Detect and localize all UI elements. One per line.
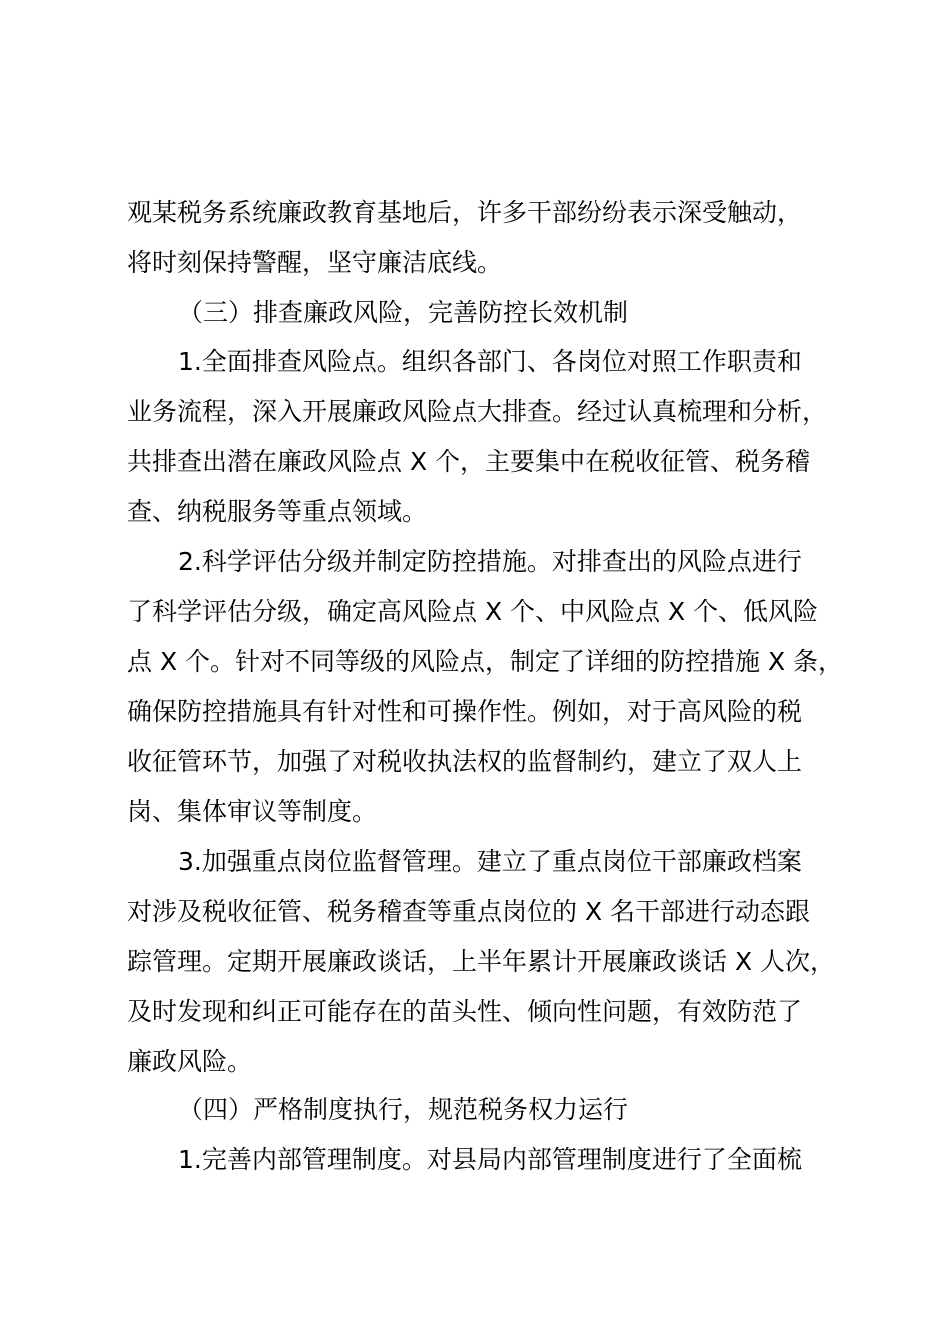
body-text-line: 廉政风险。 — [127, 1047, 253, 1076]
paragraph-start-line: 1.全面排查风险点。组织各部门、各岗位对照工作职责和 — [178, 347, 802, 376]
body-text-line: 点 X 个。针对不同等级的风险点，制定了详细的防控措施 X 条， — [127, 647, 844, 676]
body-text-line: 对涉及税收征管、税务稽查等重点岗位的 X 名干部进行动态跟 — [127, 897, 811, 926]
paragraph-start-line: 1.完善内部管理制度。对县局内部管理制度进行了全面梳 — [178, 1145, 802, 1174]
body-text-line: 将时刻保持警醒，坚守廉洁底线。 — [127, 248, 503, 277]
paragraph-start-line: 3.加强重点岗位监督管理。建立了重点岗位干部廉政档案 — [178, 847, 802, 876]
body-text-line: 收征管环节，加强了对税收执法权的监督制约，建立了双人上 — [127, 747, 803, 776]
body-text-line: 业务流程，深入开展廉政风险点大排查。经过认真梳理和分析， — [127, 397, 828, 426]
section-heading: （三）排查廉政风险，完善防控长效机制 — [178, 298, 629, 327]
body-text-line: 及时发现和纠正可能存在的苗头性、倾向性问题，有效防范了 — [127, 997, 803, 1026]
body-text-line: 踪管理。定期开展廉政谈话，上半年累计开展廉政谈话 X 人次， — [127, 947, 836, 976]
section-heading: （四）严格制度执行，规范税务权力运行 — [178, 1095, 629, 1124]
body-text-line: 观某税务系统廉政教育基地后，许多干部纷纷表示深受触动， — [127, 198, 803, 227]
body-text-line: 岗、集体审议等制度。 — [127, 797, 378, 826]
body-text-line: 确保防控措施具有针对性和可操作性。例如，对于高风险的税 — [127, 697, 803, 726]
paragraph-start-line: 2.科学评估分级并制定防控措施。对排查出的风险点进行 — [178, 547, 802, 576]
body-text-line: 共排查出潜在廉政风险点 X 个，主要集中在税收征管、税务稽 — [127, 447, 811, 476]
body-text-line: 查、纳税服务等重点领域。 — [127, 497, 428, 526]
body-text-line: 了科学评估分级，确定高风险点 X 个、中风险点 X 个、低风险 — [127, 597, 819, 626]
